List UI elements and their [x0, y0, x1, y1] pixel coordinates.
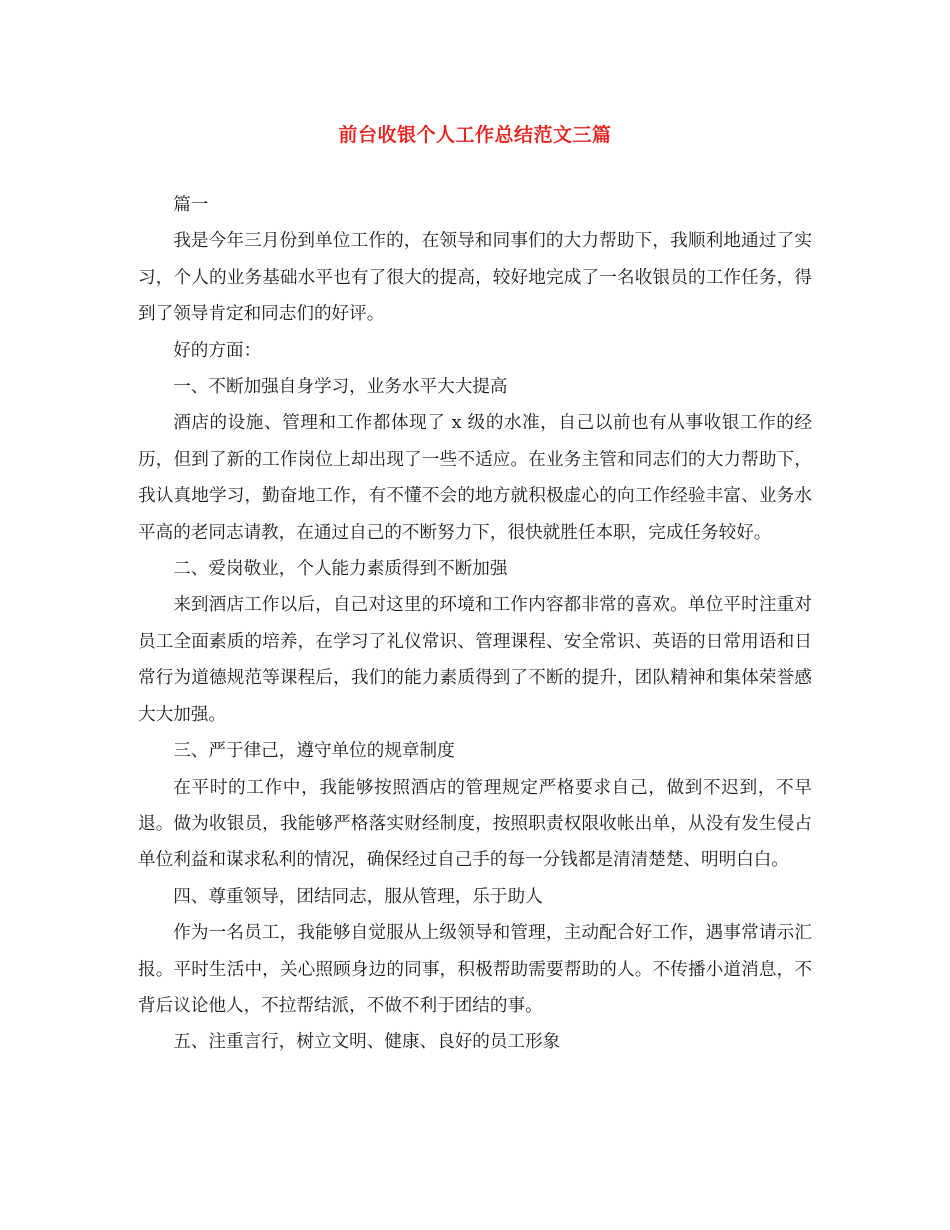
subsection-label: 好的方面：	[173, 340, 262, 361]
section-label: 篇一	[173, 195, 209, 215]
document-title: 前台收银个人工作总结范文三篇	[338, 124, 612, 146]
body-paragraph: 我是今年三月份到单位工作的，在领导和同事们的大力帮助下，我顺利地通过了实习，个人的业务基础水平也有了很大的提高，较好地完成了一名收银员的工作任务，得到了领导肯定和同志们的好评。	[138, 231, 812, 325]
body-paragraph: 酒店的设施、管理和工作都体现了 x 级的水准，自己以前也有从事收银工作的经历，但到了新的工作岗位上却出现了一些不适应。在业务主管和同志们的大力帮助下，我认真地学习，勤奋地工作，有不懂不会的地方就积极虚心的向工作经验丰富、业务水平高的老同志请教，在通过自己的不断努力下，很快就胜任本职，完成任务较好。	[138, 413, 812, 543]
document-body	[138, 187, 812, 1061]
point-heading: 五、注重言行，树立文明、健康、良好的员工形象	[173, 1032, 561, 1053]
point-heading: 三、严于律己，遵守单位的规章制度	[173, 741, 455, 762]
point-heading: 一、不断加强自身学习，业务水平大大提高	[173, 377, 508, 398]
body-paragraph: 作为一名员工，我能够自觉服从上级领导和管理，主动配合好工作，遇事常请示汇报。平时生活中，关心照顾身边的同事，积极帮助需要帮助的人。不传播小道消息，不背后议论他人，不拉帮结派，不做不利于团结的事。	[138, 923, 812, 1016]
body-paragraph: 来到酒店工作以后，自己对这里的环境和工作内容都非常的喜欢。单位平时注重对员工全面素质的培养，在学习了礼仪常识、管理课程、安全常识、英语的日常用语和日常行为道德规范等课程后，我们的能力素质得到了不断的提升，团队精神和集体荣誉感大大加强。	[138, 595, 812, 725]
body-paragraph: 在平时的工作中，我能够按照酒店的管理规定严格要求自己，做到不迟到，不早退。做为收银员，我能够严格落实财经制度，按照职责权限收帐出单，从没有发生侵占单位利益和谋求私利的情况，确保经过自己手的每一分钱都是清清楚楚、明明白白。	[138, 777, 812, 871]
point-heading: 二、爱岗敬业，个人能力素质得到不断加强	[173, 559, 508, 580]
point-heading: 四、尊重领导，团结同志，服从管理，乐于助人	[173, 886, 543, 907]
